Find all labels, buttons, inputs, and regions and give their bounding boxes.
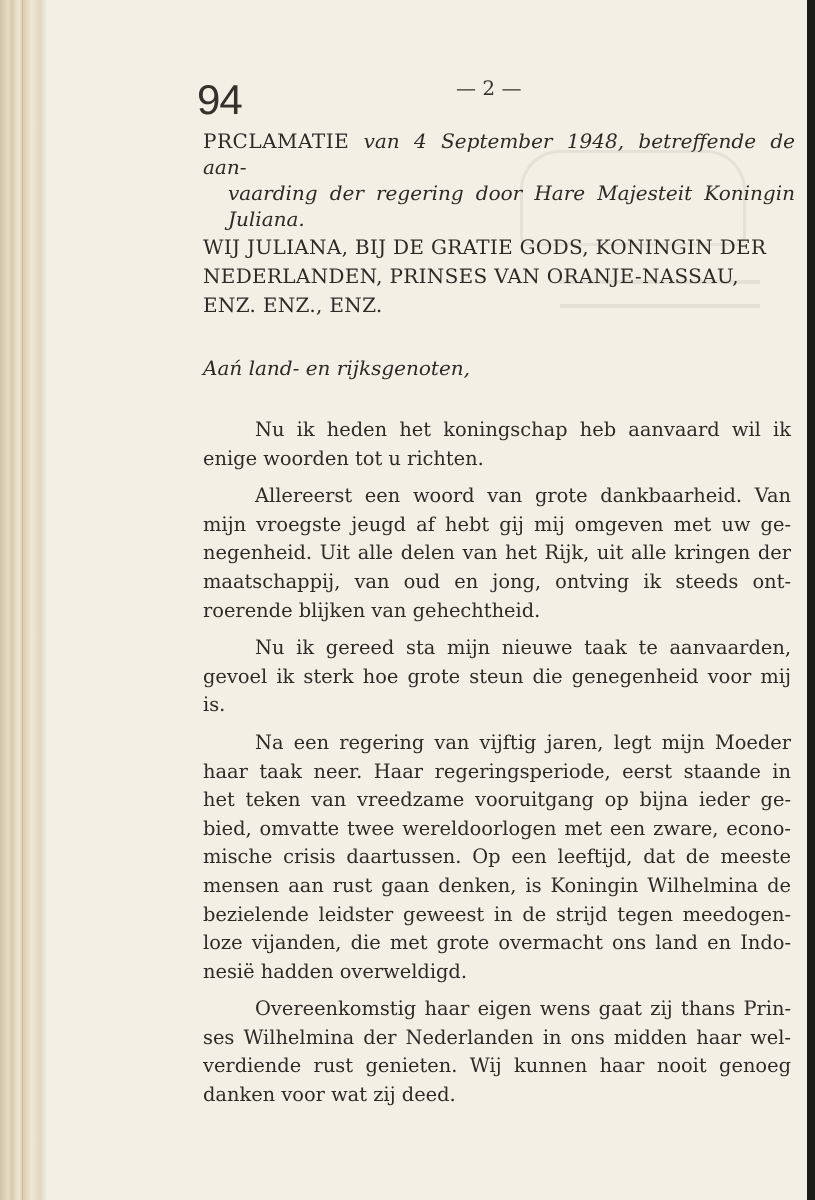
paragraph: Nu ik gereed sta mijn nieuwe taak te aanvaarden, gevoel ik sterk hoe grote steun die genegenheid voor mij is. (203, 636, 791, 717)
paragraph: Nu ik heden het koningschap heb aanvaard wil ik enige woorden tot u richten. (203, 418, 791, 470)
title-caps: PRCLAMATIE (203, 129, 350, 153)
royal-heading: WIJ JULIANA, BIJ DE GRATIE GODS, KONINGIN DER NEDERLANDEN, PRINSES VAN ORANJE-NASSAU, ENZ. ENZ., ENZ. (203, 235, 767, 317)
salutation: Aań land- en rijksgenoten, (203, 356, 471, 380)
paragraph: Allereerst een woord van grote dankbaarheid. Van mijn vroegste jeugd af hebt gij mij omgeven met uw ge-negenheid. Uit alle delen van het Rijk, uit alle kringen der maatschappij, van oud en jong, ontving ik steeds ont-roerende blijken van gehechtheid. (203, 484, 791, 622)
proclamation-body (203, 416, 791, 1119)
page-edge-border (807, 0, 815, 1200)
book-spine (0, 0, 46, 1200)
page-number: — 2 — (456, 76, 522, 100)
title-italic-first: van 4 September 1948, betreffende de aan- (203, 129, 796, 179)
folio-number: 94 (197, 76, 242, 123)
paragraph: Overeenkomstig haar eigen wens gaat zij thans Prin-ses Wilhelmina der Nederlanden in ons midden haar wel-verdiende rust genieten. Wij kunnen haar nooit genoeg danken voor wat zij deed. (203, 997, 791, 1107)
title-italic-rest: vaarding der regering door Hare Majesteit Koningin Juliana. (228, 181, 795, 231)
paragraph: Na een regering van vijftig jaren, legt mijn Moeder haar taak neer. Haar regeringsperiode, eerst staande in het teken van vreedzame vooruitgang op bijna ieder ge-bied, omvatte twee wereldoorlogen met een zware, econo-mische crisis daartussen. Op een leeftijd, dat de meeste mensen aan rust gaan denken, is Koningin Wilhelmina de bezielende leidster geweest in de strijd tegen meedogen-loze vijanden, die met grote overmacht ons land en Indo-nesië hadden overweldigd. (203, 730, 791, 983)
proclamation-title (203, 128, 795, 232)
